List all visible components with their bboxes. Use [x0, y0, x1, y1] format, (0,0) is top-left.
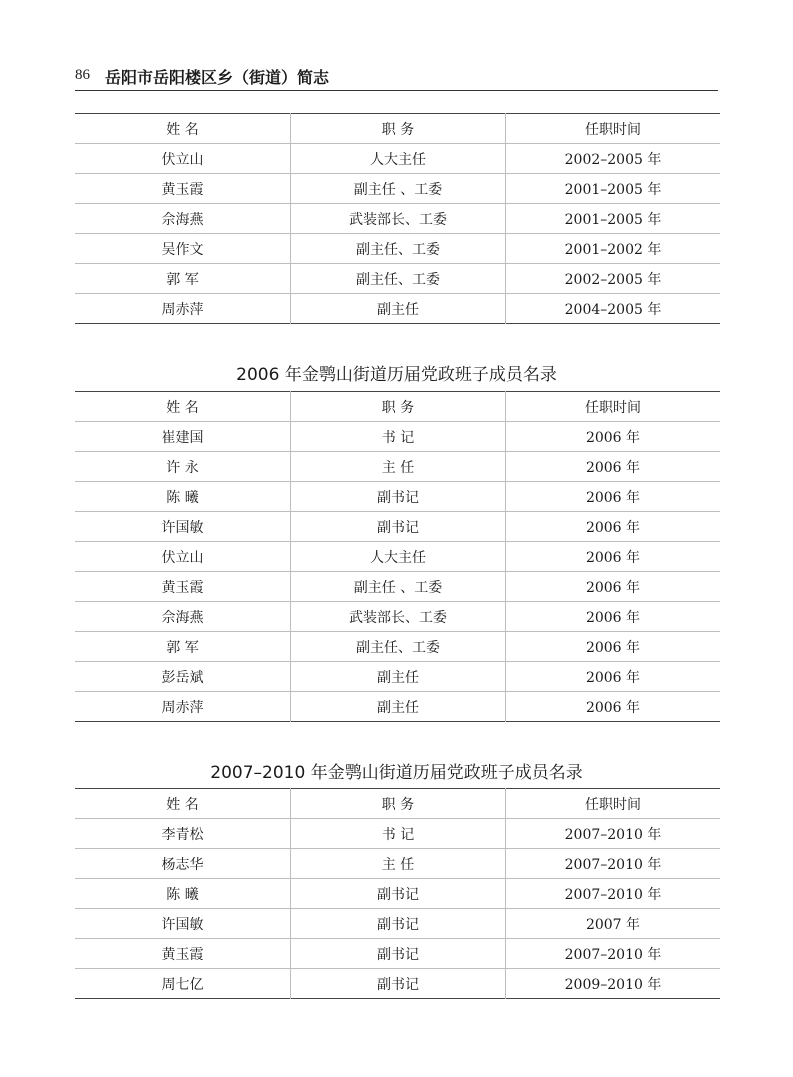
- table-row: [75, 422, 720, 452]
- member-name: 周赤萍: [75, 692, 291, 722]
- table-row: [75, 542, 720, 572]
- table-row: [75, 204, 720, 234]
- table-header-row: [75, 114, 720, 144]
- member-name: 杨志华: [75, 849, 291, 879]
- header-term: 任职时间: [506, 789, 721, 819]
- table-row: [75, 174, 720, 204]
- header-position: 职 务: [291, 789, 506, 819]
- roster-table-2002-2005: [75, 113, 720, 324]
- table-row: [75, 939, 720, 969]
- member-term: 2002–2005 年: [506, 144, 721, 174]
- table-row: [75, 849, 720, 879]
- member-name: 李青松: [75, 819, 291, 849]
- member-term: 2007–2010 年: [506, 849, 721, 879]
- member-name: 周赤萍: [75, 294, 291, 324]
- member-name: 崔建国: [75, 422, 291, 452]
- member-position: 副主任 、工委: [291, 174, 506, 204]
- member-term: 2007–2010 年: [506, 819, 721, 849]
- roster-table-2007-2010: [75, 788, 720, 999]
- member-position: 副主任: [291, 692, 506, 722]
- member-name: 许 永: [75, 452, 291, 482]
- header-position: 职 务: [291, 114, 506, 144]
- header-name: 姓 名: [75, 789, 291, 819]
- member-term: 2004–2005 年: [564, 301, 662, 318]
- member-name: 许国敏: [75, 512, 291, 542]
- member-position: 副书记: [291, 909, 506, 939]
- member-position: 主 任: [291, 452, 506, 482]
- table-row: [75, 602, 720, 632]
- member-position: 人大主任: [291, 542, 506, 572]
- header-name: 姓 名: [75, 114, 291, 144]
- table-row: [75, 632, 720, 662]
- member-term: 2009–2010 年: [564, 976, 662, 993]
- member-term: 2001–2005 年: [506, 174, 721, 204]
- table-row: [75, 969, 720, 999]
- member-name: 佘海燕: [75, 602, 291, 632]
- table-row: [75, 909, 720, 939]
- section-title-2007-2010: 2007–2010 年金鹗山街道历届党政班子成员名录: [210, 763, 583, 783]
- table-row: [75, 144, 720, 174]
- member-name: 黄玉霞: [75, 572, 291, 602]
- member-term: 2006 年: [506, 542, 721, 572]
- member-position: 主 任: [291, 849, 506, 879]
- table-row: [75, 264, 720, 294]
- table-row: [75, 572, 720, 602]
- member-name: 彭岳斌: [75, 662, 291, 692]
- table-row: [75, 294, 720, 324]
- member-position: 副书记: [291, 512, 506, 542]
- member-name: 郭 军: [75, 264, 291, 294]
- running-header: [75, 66, 718, 91]
- header-term: 任职时间: [506, 392, 721, 422]
- member-position: 副主任、工委: [291, 234, 506, 264]
- table-row: [75, 879, 720, 909]
- roster-table-2006: [75, 391, 720, 722]
- member-position: 副主任、工委: [291, 632, 506, 662]
- member-name: 黄玉霞: [75, 939, 291, 969]
- member-name: 周七亿: [75, 969, 291, 999]
- section-title-2006: 2006 年金鹗山街道历届党政班子成员名录: [236, 365, 557, 385]
- member-position: 书 记: [291, 422, 506, 452]
- member-term: 2006 年: [506, 482, 721, 512]
- member-position: 副主任: [291, 294, 506, 324]
- member-term: 2001–2005 年: [506, 204, 721, 234]
- member-position: 副主任、工委: [291, 264, 506, 294]
- table-row: [75, 482, 720, 512]
- member-term: 2006 年: [506, 662, 721, 692]
- table-row: [75, 452, 720, 482]
- member-position: 副主任: [291, 662, 506, 692]
- table-row: [75, 512, 720, 542]
- member-term: 2006 年: [506, 602, 721, 632]
- member-term: 2006 年: [506, 572, 721, 602]
- book-title: 岳阳市岳阳楼区乡（街道）简志: [105, 68, 330, 87]
- member-term: 2006 年: [506, 512, 721, 542]
- header-position: 职 务: [291, 392, 506, 422]
- header-name: 姓 名: [75, 392, 291, 422]
- member-position: 副书记: [291, 969, 506, 999]
- table-row: [75, 234, 720, 264]
- member-position: 人大主任: [291, 144, 506, 174]
- member-position: 副书记: [291, 879, 506, 909]
- member-name: 黄玉霞: [75, 174, 291, 204]
- member-name: 郭 军: [75, 632, 291, 662]
- member-name: 伏立山: [75, 542, 291, 572]
- table-header-row: [75, 789, 720, 819]
- table-row: [75, 662, 720, 692]
- member-term: 2007–2010 年: [506, 939, 721, 969]
- member-term: 2007–2010 年: [506, 879, 721, 909]
- member-position: 武装部长、工委: [291, 204, 506, 234]
- table-header-row: [75, 392, 720, 422]
- member-name: 吴作文: [75, 234, 291, 264]
- member-name: 伏立山: [75, 144, 291, 174]
- member-position: 武装部长、工委: [291, 602, 506, 632]
- member-name: 陈 曦: [75, 879, 291, 909]
- page-number: 86: [75, 67, 90, 83]
- member-position: 副书记: [291, 482, 506, 512]
- member-position: 书 记: [291, 819, 506, 849]
- header-term: 任职时间: [506, 114, 721, 144]
- member-term: 2002–2005 年: [506, 264, 721, 294]
- member-term: 2006 年: [506, 632, 721, 662]
- member-position: 副书记: [291, 939, 506, 969]
- member-term: 2001–2002 年: [506, 234, 721, 264]
- member-name: 陈 曦: [75, 482, 291, 512]
- member-term: 2006 年: [506, 452, 721, 482]
- table-row: [75, 819, 720, 849]
- member-term: 2006 年: [585, 699, 641, 716]
- member-name: 许国敏: [75, 909, 291, 939]
- table-row: [75, 692, 720, 722]
- member-term: 2007 年: [506, 909, 721, 939]
- member-term: 2006 年: [506, 422, 721, 452]
- member-name: 佘海燕: [75, 204, 291, 234]
- member-position: 副主任 、工委: [291, 572, 506, 602]
